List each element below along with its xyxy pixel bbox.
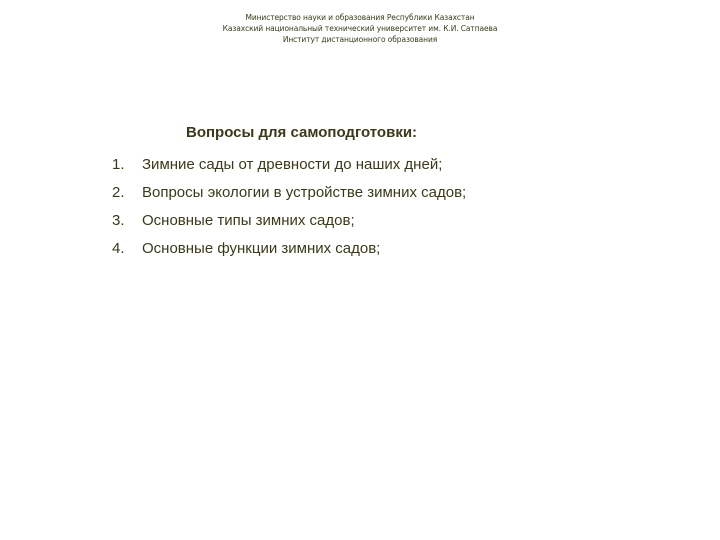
list-item	[112, 212, 466, 240]
list-item-text: Основные функции зимних садов;	[142, 240, 381, 257]
page-title: Вопросы для самоподготовки:	[186, 124, 418, 141]
list-item-text: Вопросы экологии в устройстве зимних садов;	[142, 184, 467, 201]
list-item-number: 4.	[112, 240, 125, 257]
list-item-number: 1.	[112, 156, 125, 173]
list-item-number: 3.	[112, 212, 125, 229]
list-item-number: 2.	[112, 184, 125, 201]
header-ministry: Министерство науки и образования Республики Казахстан	[245, 13, 475, 22]
list-item-text: Основные типы зимних садов;	[142, 212, 355, 229]
institution-header	[0, 12, 720, 45]
header-institute: Институт дистанционного образования	[282, 35, 438, 44]
questions-list	[112, 156, 466, 268]
list-item	[112, 184, 466, 212]
header-university: Казахский национальный технический университет им. К.И. Сатпаева	[222, 24, 498, 33]
list-item	[112, 156, 466, 184]
list-item-text: Зимние сады от древности до наших дней;	[142, 156, 443, 173]
list-item	[112, 240, 466, 268]
